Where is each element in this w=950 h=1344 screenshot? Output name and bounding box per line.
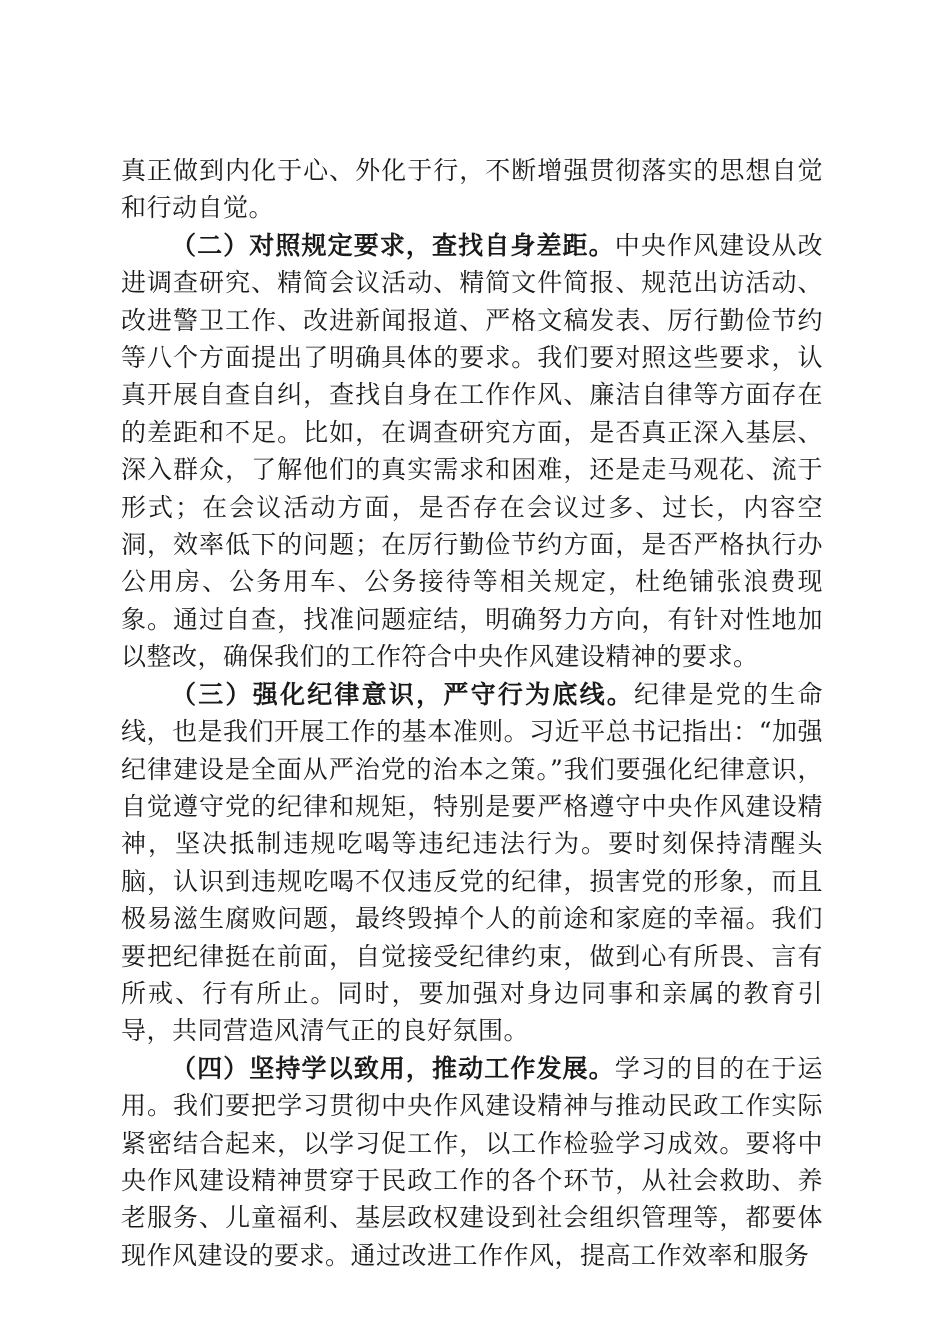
section-heading: （四）坚持学以致用，推动工作发展。 [171,1053,615,1083]
section-heading: （三）强化纪律意识，严守行为底线。 [171,679,635,709]
paragraph-text: 真正做到内化于心、外化于行，不断增强贯彻落实的思想自觉和行动自觉。 [121,156,823,223]
paragraph-section-2 [121,227,823,676]
paragraph-text: 中央作风建设从改进调查研究、精简会议活动、精简文件简报、规范出访活动、改进警卫工作、改进新闻报道、严格文稿发表、厉行勤俭节约等八个方面提出了明确具体的要求。我们要对照这些要求，认真开展自查自纠，查找自身在工作作风、廉洁自律等方面存在的差距和不足。比如，在调查研究方面，是否真正深入基层、深入群众，了解他们的真实需求和困难，还是走马观花、流于形式；在会议活动方面，是否存在会议过多、过长，内容空洞，效率低下的问题；在厉行勤俭节约方面，是否严格执行办公用房、公务用车、公务接待等相关规定，杜绝铺张浪费现象。通过自查，找准问题症结，明确努力方向，有针对性地加以整改，确保我们的工作符合中央作风建设精神的要求。 [121,230,823,672]
document-body [121,152,823,1274]
paragraph-text: 学习的目的在于运用。我们要把学习贯彻中央作风建设精神与推动民政工作实际紧密结合起来，以学习促工作，以工作检验学习成效。要将中央作风建设精神贯穿于民政工作的各个环节，从社会救助、养老服务、儿童福利、基层政权建设到社会组织管理等，都要体现作风建设的要求。通过改进工作作风，提高工作效率和服务 [121,1053,823,1270]
section-heading: （二）对照规定要求，查找自身差距。 [171,230,615,260]
paragraph-section-3 [121,676,823,1050]
paragraph-continuation [121,152,823,227]
paragraph-text: 纪律是党的生命线，也是我们开展工作的基本准则。习近平总书记指出：“加强纪律建设是全面从严治党的治本之策。”我们要强化纪律意识，自觉遵守党的纪律和规矩，特别是要严格遵守中央作风建设精神，坚决抵制违规吃喝等违纪违法行为。要时刻保持清醒头脑，认识到违规吃喝不仅违反党的纪律，损害党的形象，而且极易滋生腐败问题，最终毁掉个人的前途和家庭的幸福。我们要把纪律挺在前面，自觉接受纪律约束，做到心有所畏、言有所戒、行有所止。同时，要加强对身边同事和亲属的教育引导，共同营造风清气正的良好氛围。 [121,679,823,1046]
paragraph-section-4 [121,1050,823,1274]
